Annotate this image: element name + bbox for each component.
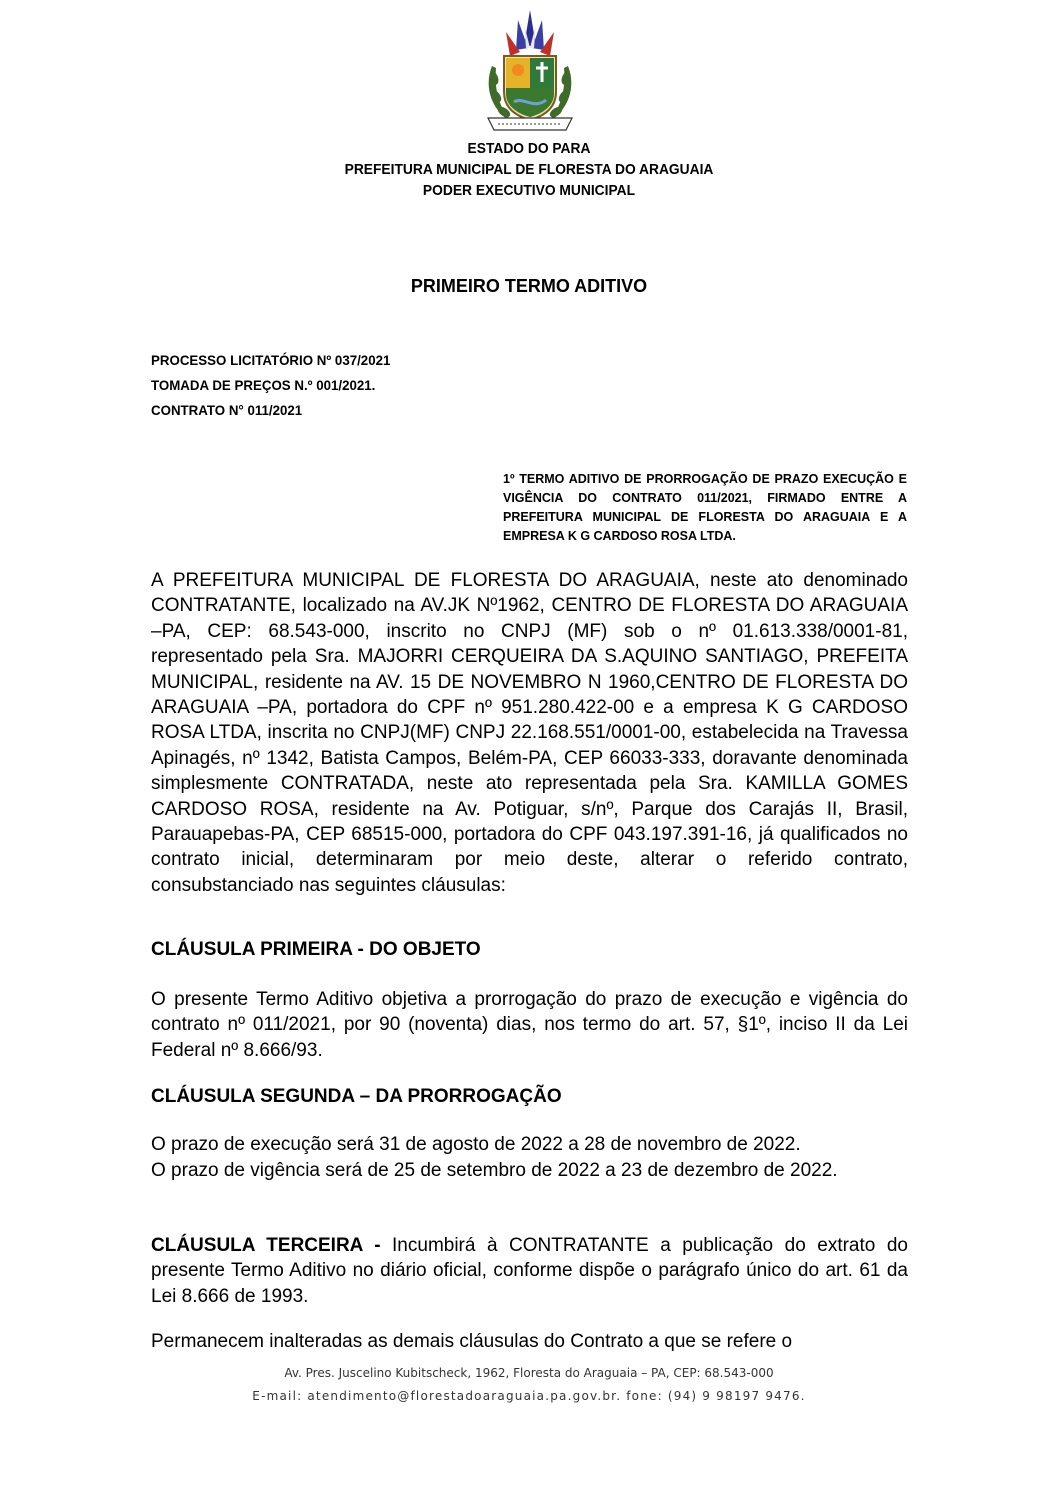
feather-crown (506, 10, 554, 56)
clause-2-execution: O prazo de execução será 31 de agosto de 2022 a 28 de novembro de 2022. (151, 1134, 801, 1155)
clause-3-heading: CLÁUSULA TERCEIRA - (151, 1235, 381, 1256)
document-title: PRIMEIRO TERMO ADITIVO (410, 276, 648, 296)
state-name: ESTADO DO PARA (467, 140, 591, 157)
contract-number: CONTRATO N° 011/2021 (151, 402, 303, 418)
municipality-name: PREFEITURA MUNICIPAL DE FLORESTA DO ARAGUAIA (344, 161, 714, 178)
clause-3-text: Incumbirá à CONTRATANTE a publicação do extrato do presente Termo Aditivo no diário oficial, conforme dispõe o parágrafo único do art. 61 da Lei 8.666 de 1993. (151, 1235, 908, 1307)
shield (504, 56, 556, 120)
ribbon-banner (488, 118, 572, 130)
executive-power: PODER EXECUTIVO MUNICIPAL (422, 182, 636, 199)
municipal-coat-of-arms (474, 6, 586, 136)
process-number: PROCESSO LICITATÓRIO Nº 037/2021 (151, 352, 391, 368)
tender-number: TOMADA DE PREÇOS N.º 001/2021. (151, 377, 376, 393)
summary-block: 1º TERMO ADITIVO DE PRORROGAÇÃO DE PRAZO EXECUÇÃO E VIGÊNCIA DO CONTRATO 011/2021, FIRMADO ENTRE A PREFEITURA MUNICIPAL DE FLORESTA DO ARAGUAIA E A EMPRESA K G CARDOSO ROSA LTDA. (503, 472, 907, 543)
closing-paragraph: Permanecem inalteradas as demais cláusulas do Contrato a que se refere o (151, 1331, 793, 1352)
footer-address: Av. Pres. Juscelino Kubitscheck, 1962, Floresta do Araguaia – PA, CEP: 68.543-000 (284, 1366, 774, 1380)
page-footer (0, 1362, 1058, 1408)
clause-3-paragraph (151, 1233, 908, 1309)
reference-block (151, 348, 390, 423)
clause-1-text: O presente Termo Aditivo objetiva a prorrogação do prazo de execução e vigência do contrato nº 011/2021, por 90 (noventa) dias, nos termo do art. 57, §1º, inciso II da Lei Federal nº 8.666/93. (151, 989, 908, 1061)
letterhead (42, 138, 1015, 201)
clause-2-heading: CLÁUSULA SEGUNDA – DA PRORROGAÇÃO (151, 1086, 562, 1107)
intro-paragraph: A PREFEITURA MUNICIPAL DE FLORESTA DO ARAGUAIA, neste ato denominado CONTRATANTE, localizado na AV.JK Nº1962, CENTRO DE FLORESTA DO ARAGUAIA –PA, CEP: 68.543-000, inscrito no CNPJ (MF) sob o nº 01.613.338/0001-81, representado pela Sra. MAJORRI CERQUEIRA DA S.AQUINO SANTIAGO, PREFEITA MUNICIPAL, residente na AV. 15 DE NOVEMBRO N 1960,CENTRO DE FLORESTA DO ARAGUAIA –PA, portadora do CPF nº 951.280.422-00 e a empresa K G CARDOSO ROSA LTDA, inscrita no CNPJ(MF) CNPJ 22.168.551/0001-00, estabelecida na Travessa Apinagés, nº 1342, Batista Campos, Belém-PA, CEP 66033-333, doravante denominada simplesmente CONTRATADA, neste ato representada pela Sra. KAMILLA GOMES CARDOSO ROSA, residente na Av. Potiguar, s/nº, Parque dos Carajás II, Brasil, Parauapebas-PA, CEP 68515-000, portadora do CPF 043.197.391-16, já qualificados no contrato inicial, determinaram por meio deste, alterar o referido contrato, consubstanciado nas seguintes cláusulas: (151, 570, 908, 896)
clause-2-validity: O prazo de vigência será de 25 de setembro de 2022 a 23 de dezembro de 2022. (151, 1160, 838, 1181)
clause-1-heading: CLÁUSULA PRIMEIRA - DO OBJETO (151, 939, 481, 960)
footer-contact: E-mail: atendimento@florestadoaraguaia.pa.gov.br. fone: (94) 9 98197 9476. (252, 1389, 806, 1403)
